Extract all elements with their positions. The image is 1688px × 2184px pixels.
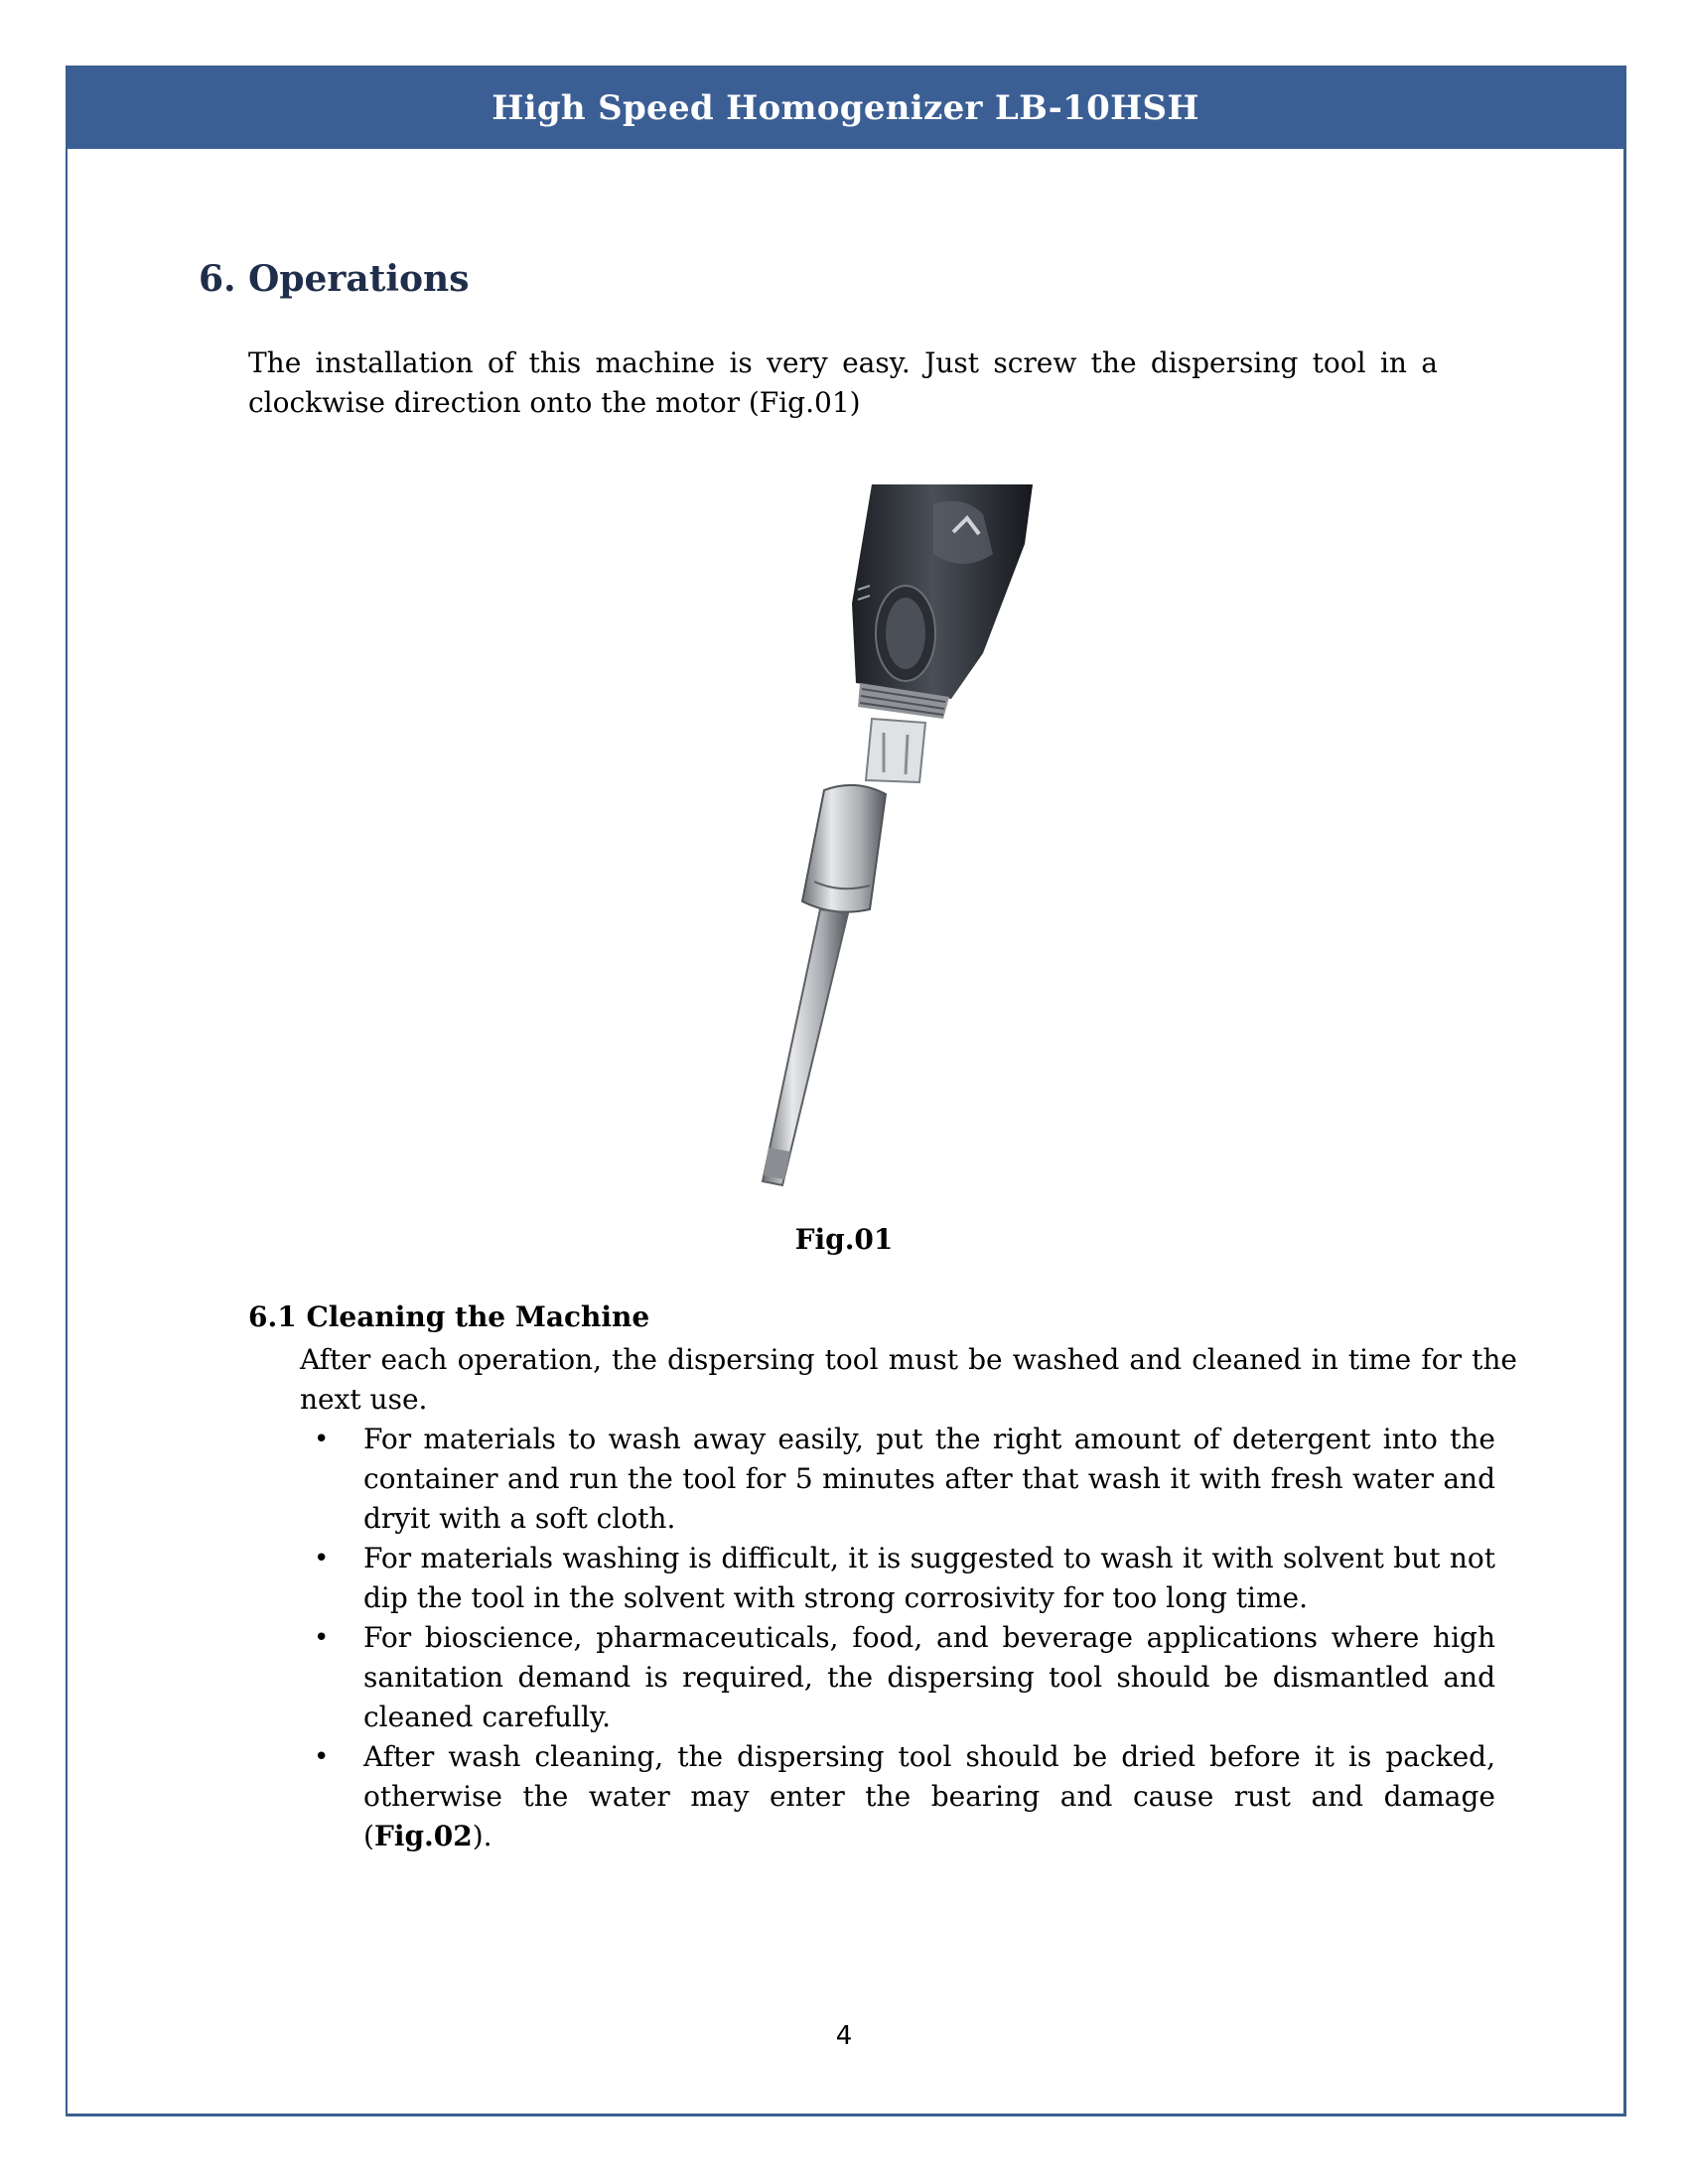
motor-coupling [858, 683, 949, 782]
list-item [300, 1618, 1495, 1737]
motor-body [852, 484, 1033, 699]
bullet-icon: • [314, 1742, 330, 1772]
section-title: Operations [248, 258, 470, 300]
figure-caption: Fig.01 [794, 1223, 894, 1256]
header-bar [68, 68, 1623, 149]
document-title: High Speed Homogenizer LB-10HSH [492, 88, 1199, 128]
list-item [300, 1420, 1495, 1539]
dispersing-tool-head [802, 785, 886, 912]
bullet-icon: • [314, 1623, 330, 1653]
list-item [300, 1737, 1495, 1856]
figure-reference: Fig.02 [373, 1820, 473, 1852]
list-item [300, 1539, 1495, 1618]
bullet-text: For materials to wash away easily, put the right amount of detergent into the container and run the tool for 5 minutes after that wash it with fresh water and dryit with a soft cloth. [363, 1423, 1495, 1535]
section-heading [199, 258, 470, 300]
bullet-text: For bioscience, pharmaceuticals, food, and beverage applications where high sanitation demand is required, the dispersing tool should be dismantled and cleaned carefully. [363, 1621, 1495, 1733]
bullet-icon: • [314, 1425, 330, 1454]
subsection-heading: 6.1 Cleaning the Machine [248, 1300, 650, 1333]
bullet-icon: • [314, 1544, 330, 1573]
bullet-text-tail: ). [472, 1820, 492, 1852]
bullet-text: For materials washing is difficult, it is suggested to wash it with solvent but not dip the tool in the solvent with strong corrosivity for too long time. [363, 1542, 1495, 1614]
page-number: 4 [835, 2021, 853, 2051]
section-number: 6. [199, 258, 236, 300]
dispersing-tool-shaft [763, 909, 848, 1185]
bullet-text-wrapper [363, 1737, 1495, 1856]
cleaning-bullet-list [300, 1420, 1495, 1856]
bullet-text: After wash cleaning, the dispersing tool should be dried before it is packed, otherwise the water may enter the bearing and cause rust and damage ( [363, 1740, 1495, 1852]
homogenizer-illustration [635, 484, 1053, 1189]
subsection-intro: After each operation, the dispersing tool must be washed and cleaned in time for the next use. [300, 1343, 1517, 1416]
intro-paragraph: The installation of this machine is very easy. Just screw the dispersing tool in a clockwise direction onto the motor (Fig.01) [248, 346, 1438, 419]
